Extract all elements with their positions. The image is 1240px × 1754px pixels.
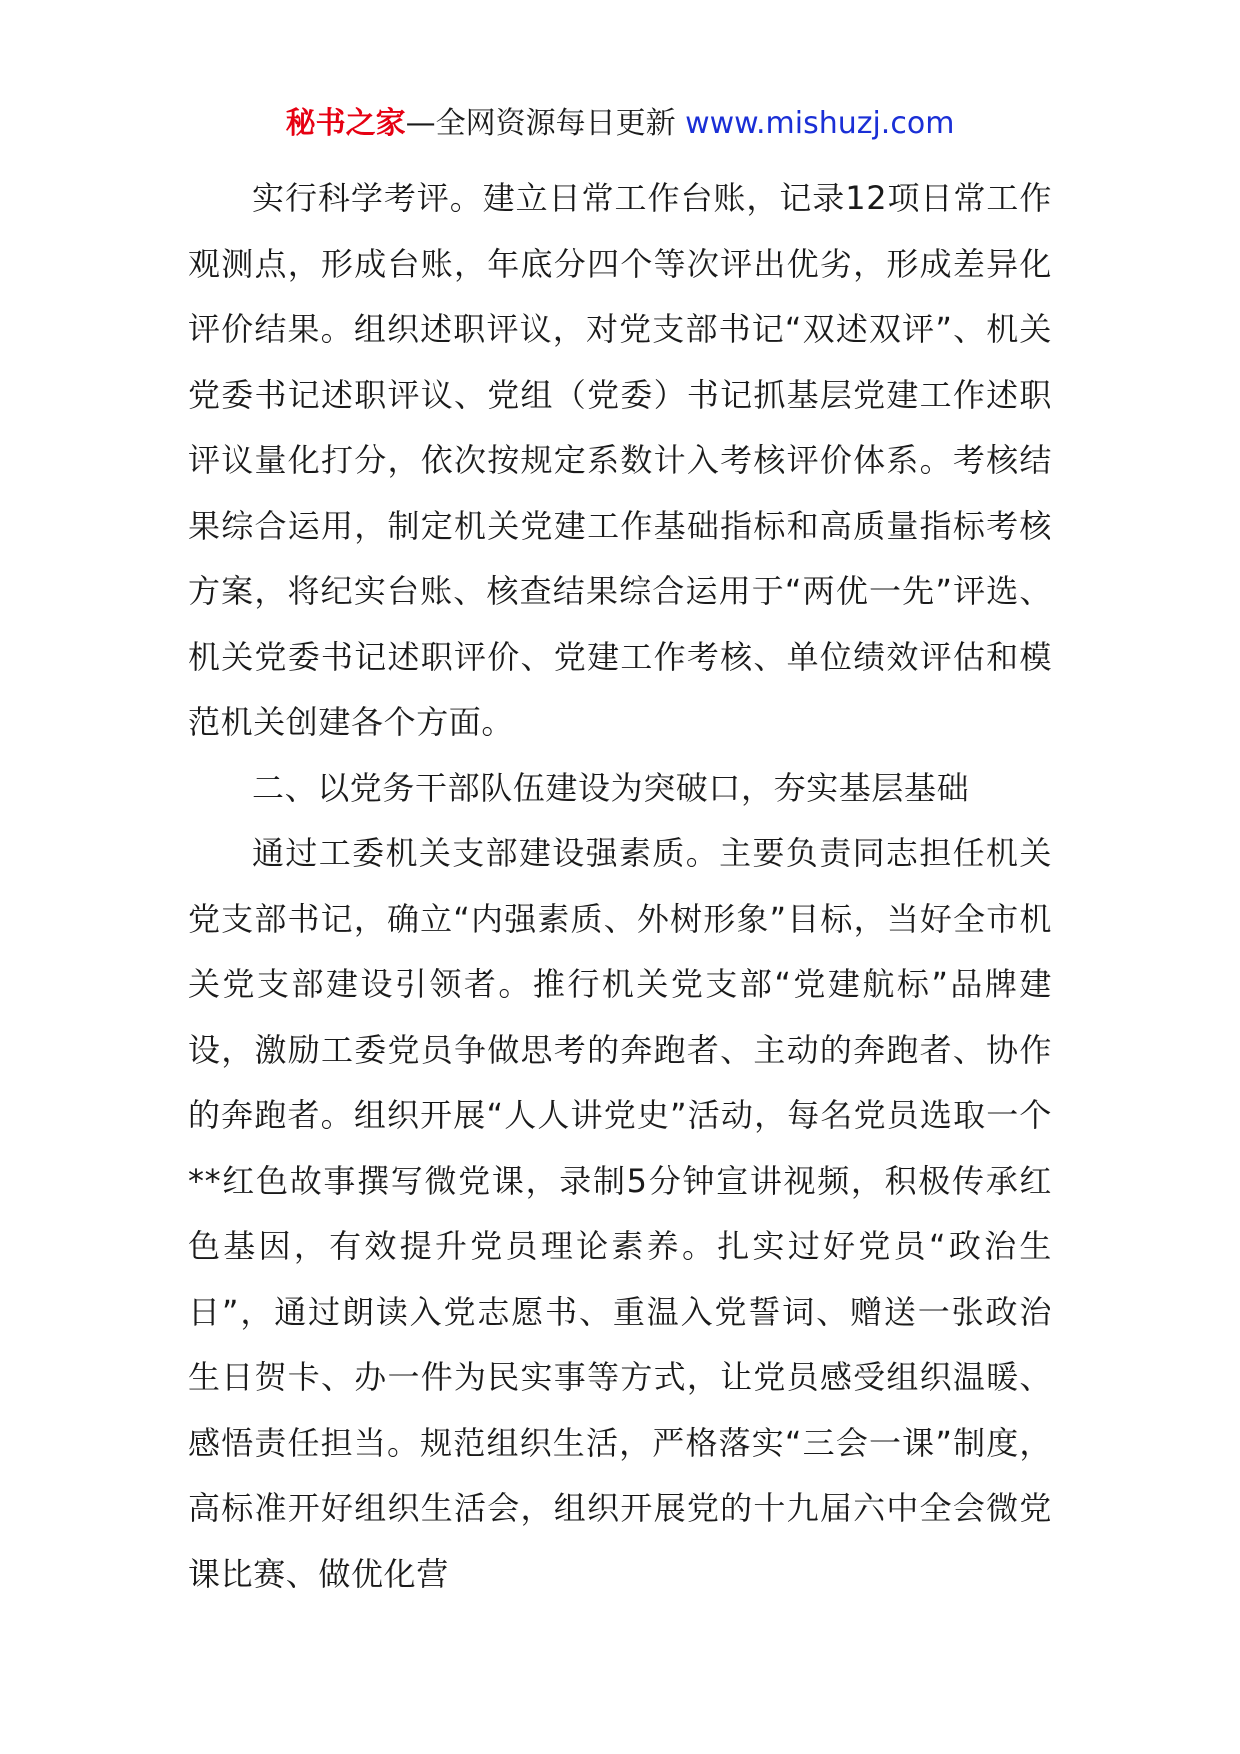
paragraph-branch-building: 通过工委机关支部建设强素质。主要负责同志担任机关党支部书记，确立“内强素质、外树形象”目标，当好全市机关党支部建设引领者。推行机关党支部“党建航标”品牌建设，激励工委党员争做思考的奔跑者、主动的奔跑者、协作的奔跑者。组织开展“人人讲党史”活动，每名党员选取一个**红色故事撰写微党课，录制5分钟宣讲视频，积极传承红色基因，有效提升党员理论素养。扎实过好党员“政治生日”，通过朗读入党志愿书、重温入党誓词、赠送一张政治生日贺卡、办一件为民实事等方式，让党员感受组织温暖、感悟责任担当。规范组织生活，严格落实“三会一课”制度，高标准开好组织生活会，组织开展党的十九届六中全会微党课比赛、做优化营 xyxy=(188,834,1052,1593)
paragraph-scientific-evaluation: 实行科学考评。建立日常工作台账，记录12项日常工作观测点，形成台账，年底分四个等次评出优劣，形成差异化评价结果。组织述职评议，对党支部书记“双述双评”、机关党委书记述职评议、党组（党委）书记抓基层党建工作述职评议量化打分，依次按规定系数计入考核评价体系。考核结果综合运用，制定机关党建工作基础指标和高质量指标考核方案，将纪实台账、核查结果综合运用于“两优一先”评选、机关党委书记述职评价、党建工作考核、单位绩效评估和模范机关创建各个方面。 xyxy=(188,179,1052,741)
header-slogan: —全网资源每日更新 xyxy=(405,106,676,141)
section-heading-2: 二、以党务干部队伍建设为突破口，夯实基层基础 xyxy=(252,768,970,807)
page-header xyxy=(0,104,1240,144)
brand-name: 秘书之家 xyxy=(285,106,406,141)
site-url-link[interactable]: www.mishuzj.com xyxy=(675,106,955,141)
document-body xyxy=(188,166,1052,1607)
